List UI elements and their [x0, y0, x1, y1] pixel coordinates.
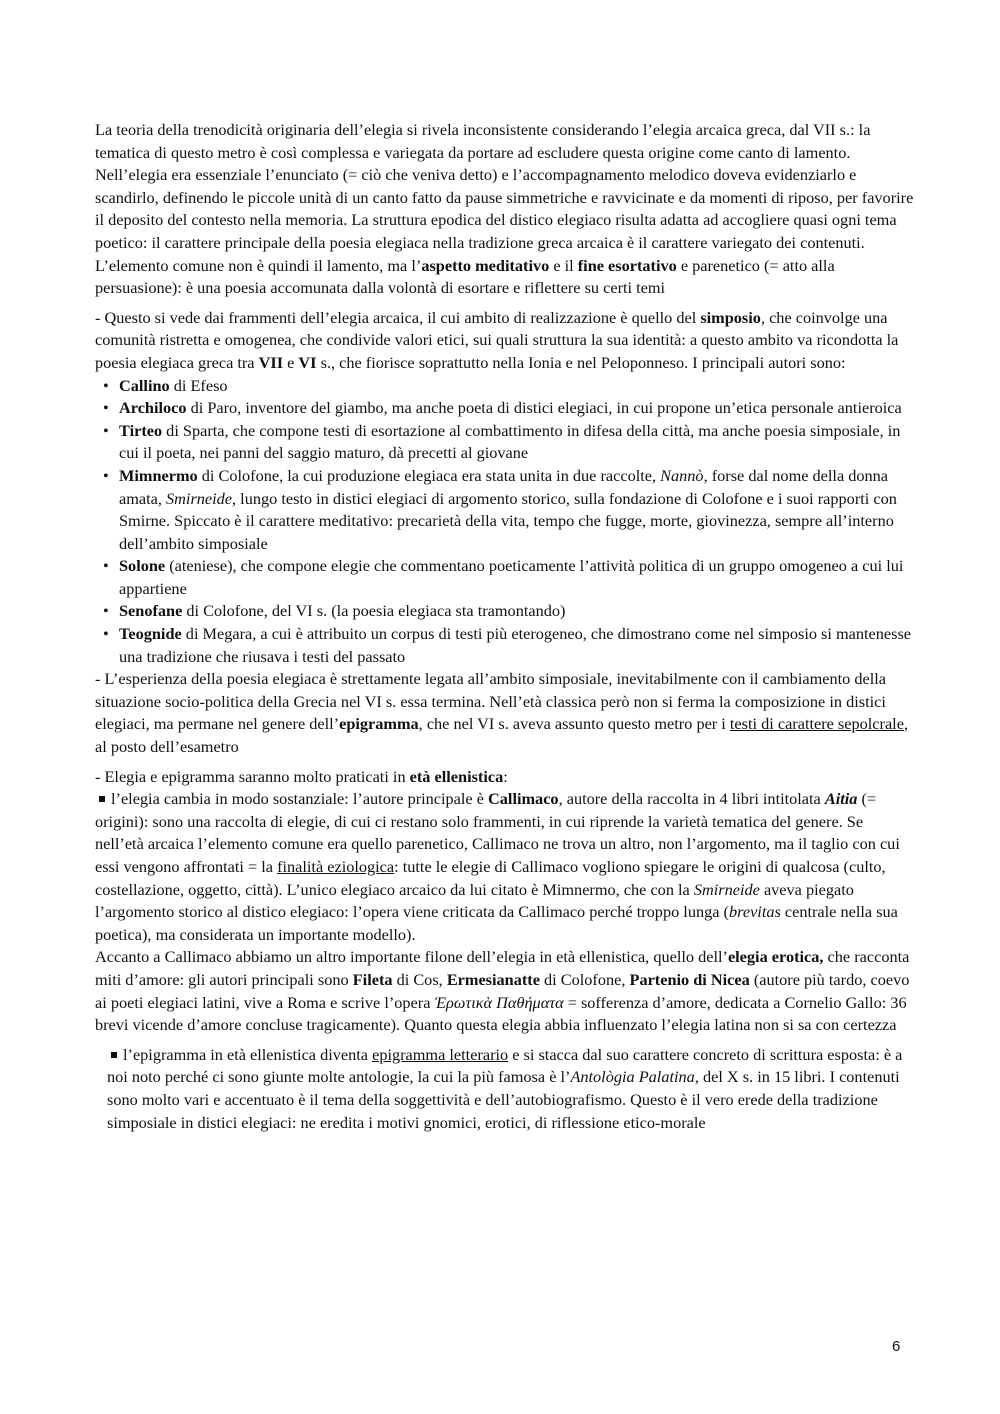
- paragraph-epigramma: - L’esperienza della poesia elegiaca è strettamente legata all’ambito simposiale, inevitabilmente con il cambiamento della situazione socio-politica della Grecia nel VI s. essa termina. Nell’età classica però non si ferma la composizione in distici elegiaci, ma permane nel genere dell’epigramma, che nel VI s. aveva assunto questo metro per i testi di carattere sepolcrale, al posto dell’esametro: [95, 669, 909, 757]
- bold-term: fine esortativo: [577, 255, 677, 275]
- square-bullet-icon: [99, 796, 105, 802]
- list-item: • Archiloco di Paro, inventore del giambo, ma anche poeta di distici elegiaci, in cui propone un’etica personale antieroica: [95, 397, 915, 420]
- list-item: • Tirteo di Sparta, che compone testi di esortazione al combattimento in difesa della città, ma anche poesia simposiale, in cui il poeta, nei panni del saggio maturo, dà precetti al giovane: [95, 420, 915, 465]
- bold-term: aspetto meditativo: [421, 255, 550, 275]
- list-item: • Senofane di Colofone, del VI s. (la poesia elegiaca sta tramontando): [95, 600, 915, 623]
- authors-list: [95, 375, 915, 669]
- paragraph-simposio: - Questo si vede dai frammenti dell’elegia arcaica, il cui ambito di realizzazione è quello del simposio, che coinvolge una comunità ristretta e omogenea, che condivide valori etici, sui quali struttura la sua identità: a questo ambito va ricondotta la poesia elegiaca greca tra VII e VI s., che fiorisce soprattutto nella Ionia e nel Peloponneso. I principali autori sono:: [95, 307, 899, 372]
- paragraph-intro: La teoria della trenodicità originaria dell’elegia si rivela inconsistente considerando l’elegia arcaica greca, dal VII s.: la tematica di questo metro è così complessa e variegata da portare ad escludere questa origine come canto di lamento. Nell’elegia era essenziale l’enunciato (= ciò che veniva detto) e l’accompagnamento melodico doveva evidenziarlo e scandirlo, definendo le piccole unità di un canto fatto da pause simmetriche e ravvicinate e da momenti di riposo, per favorire il deposito del contesto nella memoria. La struttura epodica del distico elegiaco risulta adatta ad accogliere quasi ogni tema poetico: il carattere principale della poesia elegiaca nella tradizione greca arcaica è il carattere variegato dei contenuti. L’elemento comune non è quindi il lamento, ma l’aspetto meditativo e il fine esortativo e parenetico (= atto alla persuasione): è una poesia accomunata dalla volontà di esortare e riflettere su certi temi: [95, 120, 914, 298]
- square-bullet-icon: [111, 1052, 117, 1058]
- paragraph-ellenistica: - Elegia e epigramma saranno molto praticati in età ellenistica:: [95, 766, 508, 786]
- paragraph-elegia-erotica: Accanto a Callimaco abbiamo un altro importante filone dell’elegia in età ellenistica, quello dell’elegia erotica, che racconta miti d’amore: gli autori principali sono Fileta di Cos, Ermesianatte di Colofone, Partenio di Nicea (autore più tardo, coevo ai poeti elegiaci latini, vive a Roma e scrive l’opera Ἐρωτικὰ Παθήματα = sofferenza d’amore, dedicata a Cornelio Gallo: 36 brevi vicende d’amore concluse tragicamente). Quanto questa elegia abbia influenzato l’elegia latina non si sa con certezza: [95, 947, 910, 1035]
- paragraph-callimaco: l’elegia cambia in modo sostanziale: l’autore principale è Callimaco, autore della raccolta in 4 libri intitolata Aitia (= origini): sono una raccolta di elegie, di cui ci restano solo frammenti, in cui riprende la varietà tematica del genere. Se nell’età arcaica l’elemento comune era quello parenetico, Callimaco ne trova un altro, non l’argomento, ma il taglio con cui essi vengono affrontati = la finalità eziologica: tutte le elegie di Callimaco vogliono spiegare le origini di qualcosa (culto, costellazione, oggetto, città). L’unico elegiaco arcaico da lui citato è Mimnermo, che con la Smirneide aveva piegato l’argomento storico al distico elegiaco: l’opera viene criticata da Callimaco perché troppo lunga (brevitas centrale nella sua poetica), ma considerata un importante modello).: [95, 789, 900, 944]
- list-item: • Solone (ateniese), che compone elegie che commentano poeticamente l’attività politica di un gruppo omogeneo a cui lui appartiene: [95, 555, 915, 600]
- paragraph-epigramma-letterario: l’epigramma in età ellenistica diventa epigramma letterario e si stacca dal suo carattere concreto di scrittura esposta: è a noi noto perché ci sono giunte molte antologie, la cui la più famosa è l’Antològia Palatina, del X s. in 15 libri. I contenuti sono molto vari e accentuato è il tema della soggettività e dell’autobiografismo. Questo è il vero erede della tradizione simposiale in distici elegiaci: ne eredita i motivi gnomici, erotici, di riflessione etico-morale: [107, 1044, 903, 1132]
- list-item: • Mimnermo di Colofone, la cui produzione elegiaca era stata unita in due raccolte, Nannò, forse dal nome della donna amata, Smirneide, lungo testo in distici elegiaci di argomento storico, sulla fondazione di Colofone e i suoi rapporti con Smirne. Spiccato è il carattere meditativo: precarietà della vita, tempo che fugge, morte, giovinezza, sempre all’interno dell’ambito simposiale: [95, 465, 915, 555]
- document-body: [95, 119, 915, 1134]
- list-item: • Callino di Efeso: [95, 375, 915, 398]
- page-number: 6: [892, 1338, 901, 1355]
- list-item: • Teognide di Megara, a cui è attribuito un corpus di testi più eterogeneo, che dimostrano come nel simposio si mantenesse una tradizione che riusava i testi del passato: [95, 623, 915, 668]
- bold-term: simposio: [700, 307, 761, 327]
